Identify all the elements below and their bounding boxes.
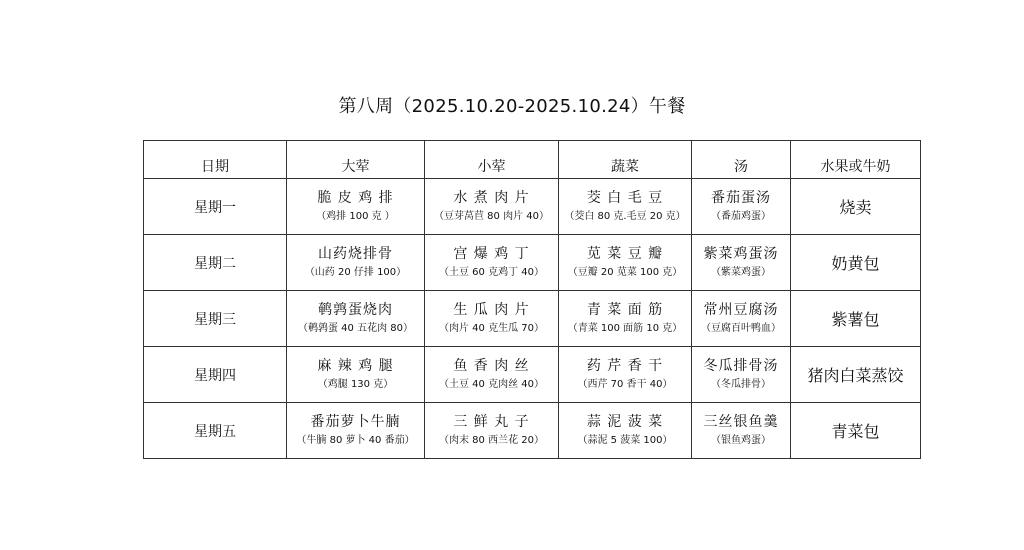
dish-name: 紫菜鸡蛋汤	[703, 245, 779, 262]
dish-note: （豆腐百叶鸭血）	[701, 323, 781, 335]
dish-note: （土豆 60 克鸡丁 40）	[439, 267, 544, 279]
dish-name: 药 芹 香 干	[586, 357, 664, 374]
dish-name: 青 菜 面 筋	[586, 301, 664, 318]
dish-note: （鸡腿 130 克）	[317, 379, 394, 391]
dish-name: 番茄萝卜牛腩	[310, 413, 401, 430]
dish-note: （番茄鸡蛋）	[711, 211, 771, 223]
dish-name: 番茄蛋汤	[711, 189, 771, 206]
table-row	[144, 347, 921, 403]
soup-cell	[692, 291, 791, 347]
dish-note: （紫菜鸡蛋）	[711, 267, 771, 279]
day-cell: 星期一	[144, 179, 287, 235]
vegetable-cell	[559, 347, 692, 403]
table-row	[144, 403, 921, 459]
dish-note: （肉末 80 西兰花 20）	[439, 435, 544, 447]
dish-name: 生 瓜 肉 片	[453, 301, 530, 318]
vegetable-cell	[559, 235, 692, 291]
dish-note: （鹌鹑蛋 40 五花肉 80）	[298, 323, 413, 335]
dish-note: （土豆 40 克肉丝 40）	[439, 379, 544, 391]
dish-note: （肉片 40 克生瓜 70）	[439, 323, 544, 335]
day-cell: 星期五	[144, 403, 287, 459]
lunch-menu-table	[143, 140, 921, 459]
soup-cell	[692, 403, 791, 459]
small-meat-cell	[425, 291, 559, 347]
dish-name: 冬瓜排骨汤	[703, 357, 779, 374]
soup-cell	[692, 235, 791, 291]
table-row	[144, 179, 921, 235]
big-meat-cell	[287, 179, 425, 235]
vegetable-cell	[559, 291, 692, 347]
fruit-cell: 烧卖	[791, 179, 921, 235]
dish-name: 鱼 香 肉 丝	[453, 357, 530, 374]
small-meat-cell	[425, 179, 559, 235]
big-meat-cell	[287, 347, 425, 403]
dish-name: 脆 皮 鸡 排	[317, 189, 394, 206]
dish-note: （山药 20 仔排 100）	[304, 267, 407, 279]
dish-name: 茭 白 毛 豆	[586, 189, 664, 206]
dish-note: （冬瓜排骨）	[711, 379, 771, 391]
header-small-meat: 小荤	[425, 141, 559, 179]
big-meat-cell	[287, 403, 425, 459]
small-meat-cell	[425, 235, 559, 291]
header-date: 日期	[144, 141, 287, 179]
header-fruit-or-milk: 水果或牛奶	[791, 141, 921, 179]
dish-name: 宫 爆 鸡 丁	[453, 245, 530, 262]
table-row	[144, 291, 921, 347]
dish-name: 蒜 泥 菠 菜	[586, 413, 664, 430]
dish-note: （牛腩 80 萝卜 40 番茄）	[296, 435, 415, 447]
dish-name: 三 鲜 丸 子	[453, 413, 530, 430]
dish-name: 苋 菜 豆 瓣	[586, 245, 664, 262]
header-soup: 汤	[692, 141, 791, 179]
dish-name: 常州豆腐汤	[703, 301, 779, 318]
dish-note: （蒜泥 5 菠菜 100）	[577, 435, 673, 447]
big-meat-cell	[287, 291, 425, 347]
dish-note: （豆瓣 20 苋菜 100 克）	[567, 267, 683, 279]
big-meat-cell	[287, 235, 425, 291]
table-header-row	[144, 141, 921, 179]
dish-name: 山药烧排骨	[318, 245, 393, 262]
fruit-cell: 紫薯包	[791, 291, 921, 347]
fruit-cell: 奶黄包	[791, 235, 921, 291]
soup-cell	[692, 347, 791, 403]
small-meat-cell	[425, 403, 559, 459]
header-vegetable: 蔬菜	[559, 141, 692, 179]
dish-note: （青菜 100 面筋 10 克）	[567, 323, 683, 335]
day-cell: 星期四	[144, 347, 287, 403]
dish-note: （银鱼鸡蛋）	[711, 435, 771, 447]
soup-cell	[692, 179, 791, 235]
day-cell: 星期二	[144, 235, 287, 291]
fruit-cell: 猪肉白菜蒸饺	[791, 347, 921, 403]
dish-note: （茭白 80 克.毛豆 20 克）	[564, 211, 686, 223]
page-title: 第八周（2025.10.20-2025.10.24）午餐	[338, 96, 686, 117]
vegetable-cell	[559, 403, 692, 459]
header-big-meat: 大荤	[287, 141, 425, 179]
dish-name: 水 煮 肉 片	[453, 189, 530, 206]
dish-name: 鹌鹑蛋烧肉	[318, 301, 393, 318]
dish-note: （豆芽莴苣 80 肉片 40）	[434, 211, 549, 223]
fruit-cell: 青菜包	[791, 403, 921, 459]
table-row	[144, 235, 921, 291]
small-meat-cell	[425, 347, 559, 403]
dish-name: 三丝银鱼羹	[703, 413, 779, 430]
dish-note: （西芹 70 香干 40）	[577, 379, 673, 391]
dish-note: （鸡排 100 克 ）	[316, 211, 395, 223]
vegetable-cell	[559, 179, 692, 235]
day-cell: 星期三	[144, 291, 287, 347]
dish-name: 麻 辣 鸡 腿	[317, 357, 394, 374]
